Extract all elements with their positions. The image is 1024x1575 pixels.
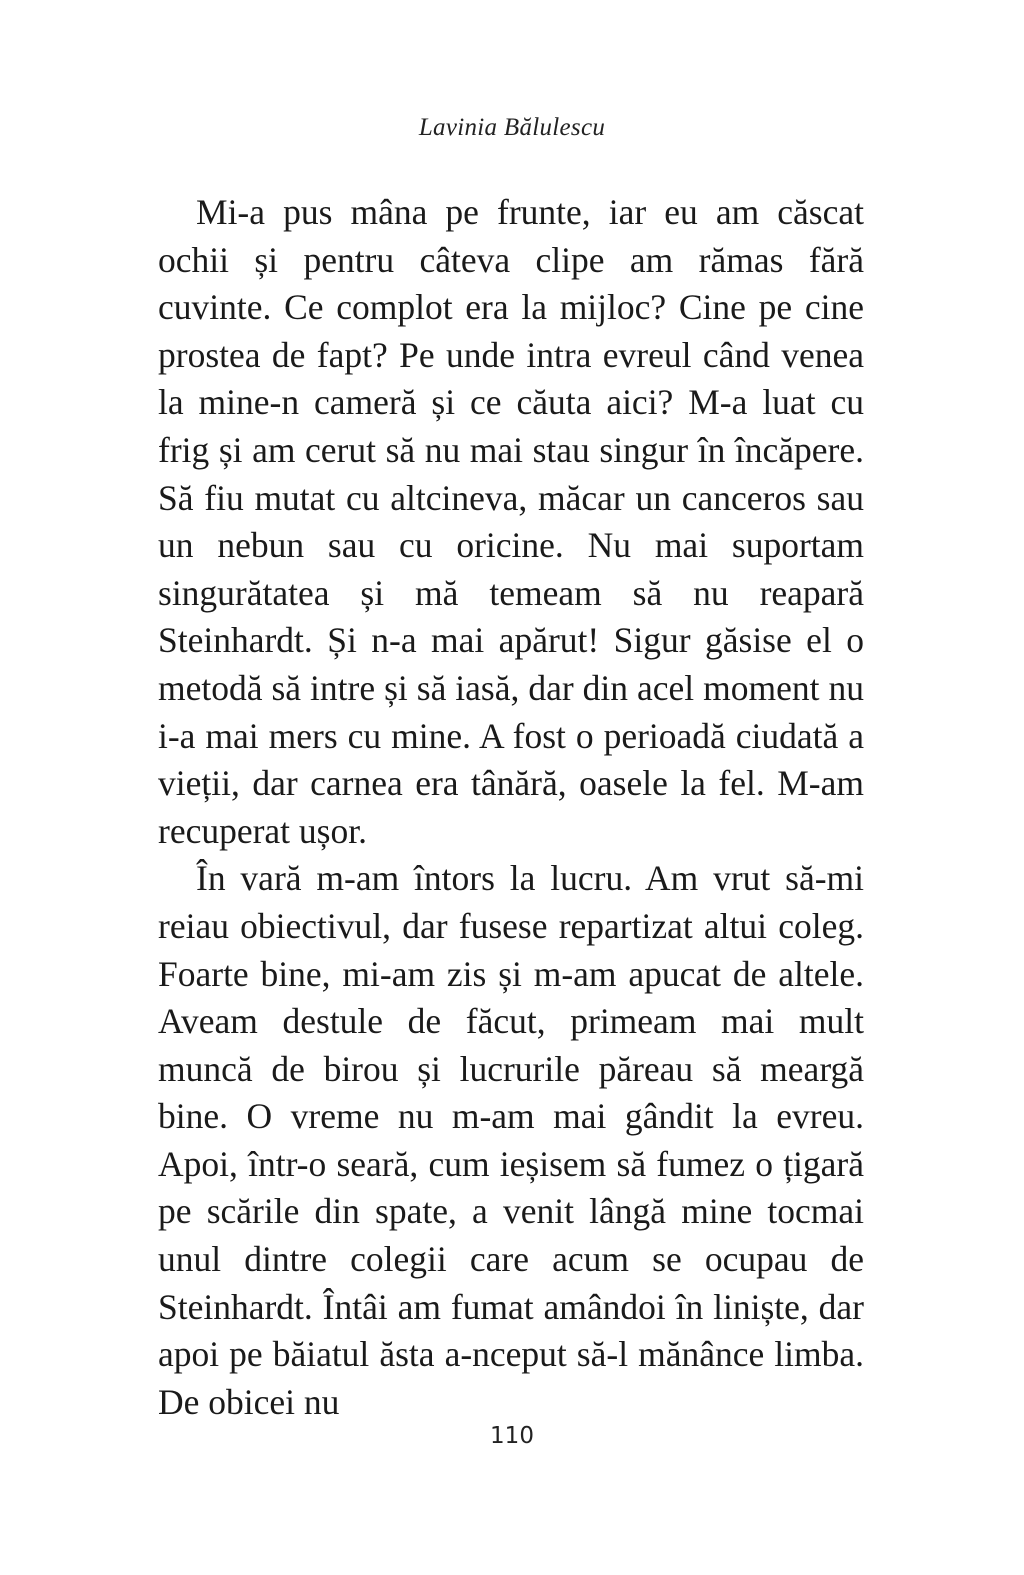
paragraph: În vară m-am întors la lucru. Am vrut să-mi reiau obiectivul, dar fusese repartizat altui coleg. Foarte bine, mi-am zis și m-am apucat de altele. Aveam destule de făcut, primeam mai mult muncă de birou și lucrurile păreau să meargă bine. O vreme nu m-am mai gândit la evreu. Apoi, într-o seară, cum ieșisem să fumez o țigară pe scările din spate, a venit lângă mine tocmai unul dintre colegii care acum se ocupau de Steinhardt. Întâi am fumat amândoi în liniște, dar apoi pe băiatul ăsta a-nceput să-l mănânce limba. De obicei nu	[158, 858, 864, 1422]
page-number: 110	[490, 1423, 534, 1449]
paragraph: Mi-a pus mâna pe frunte, iar eu am căscat ochii și pentru câteva clipe am rămas fără cuvinte. Ce complot era la mijloc? Cine pe cine prostea de fapt? Pe unde intra evreul când venea la mine-n cameră și ce căuta aici? M-a luat cu frig și am cerut să nu mai stau singur în încăpere. Să fiu mutat cu altcineva, măcar un canceros sau un nebun sau cu oricine. Nu mai suportam singurătatea și mă temeam să nu reapară Steinhardt. Și n-a mai apărut! Sigur găsise el o metodă să intre și să iasă, dar din acel moment nu i-a mai mers cu mine. A fost o perioadă ciudată a vieții, dar carnea era tânără, oasele la fel. M-am recuperat ușor.	[158, 192, 864, 851]
running-head-author: Lavinia Bălulescu	[418, 114, 606, 141]
body-text	[158, 189, 864, 1426]
